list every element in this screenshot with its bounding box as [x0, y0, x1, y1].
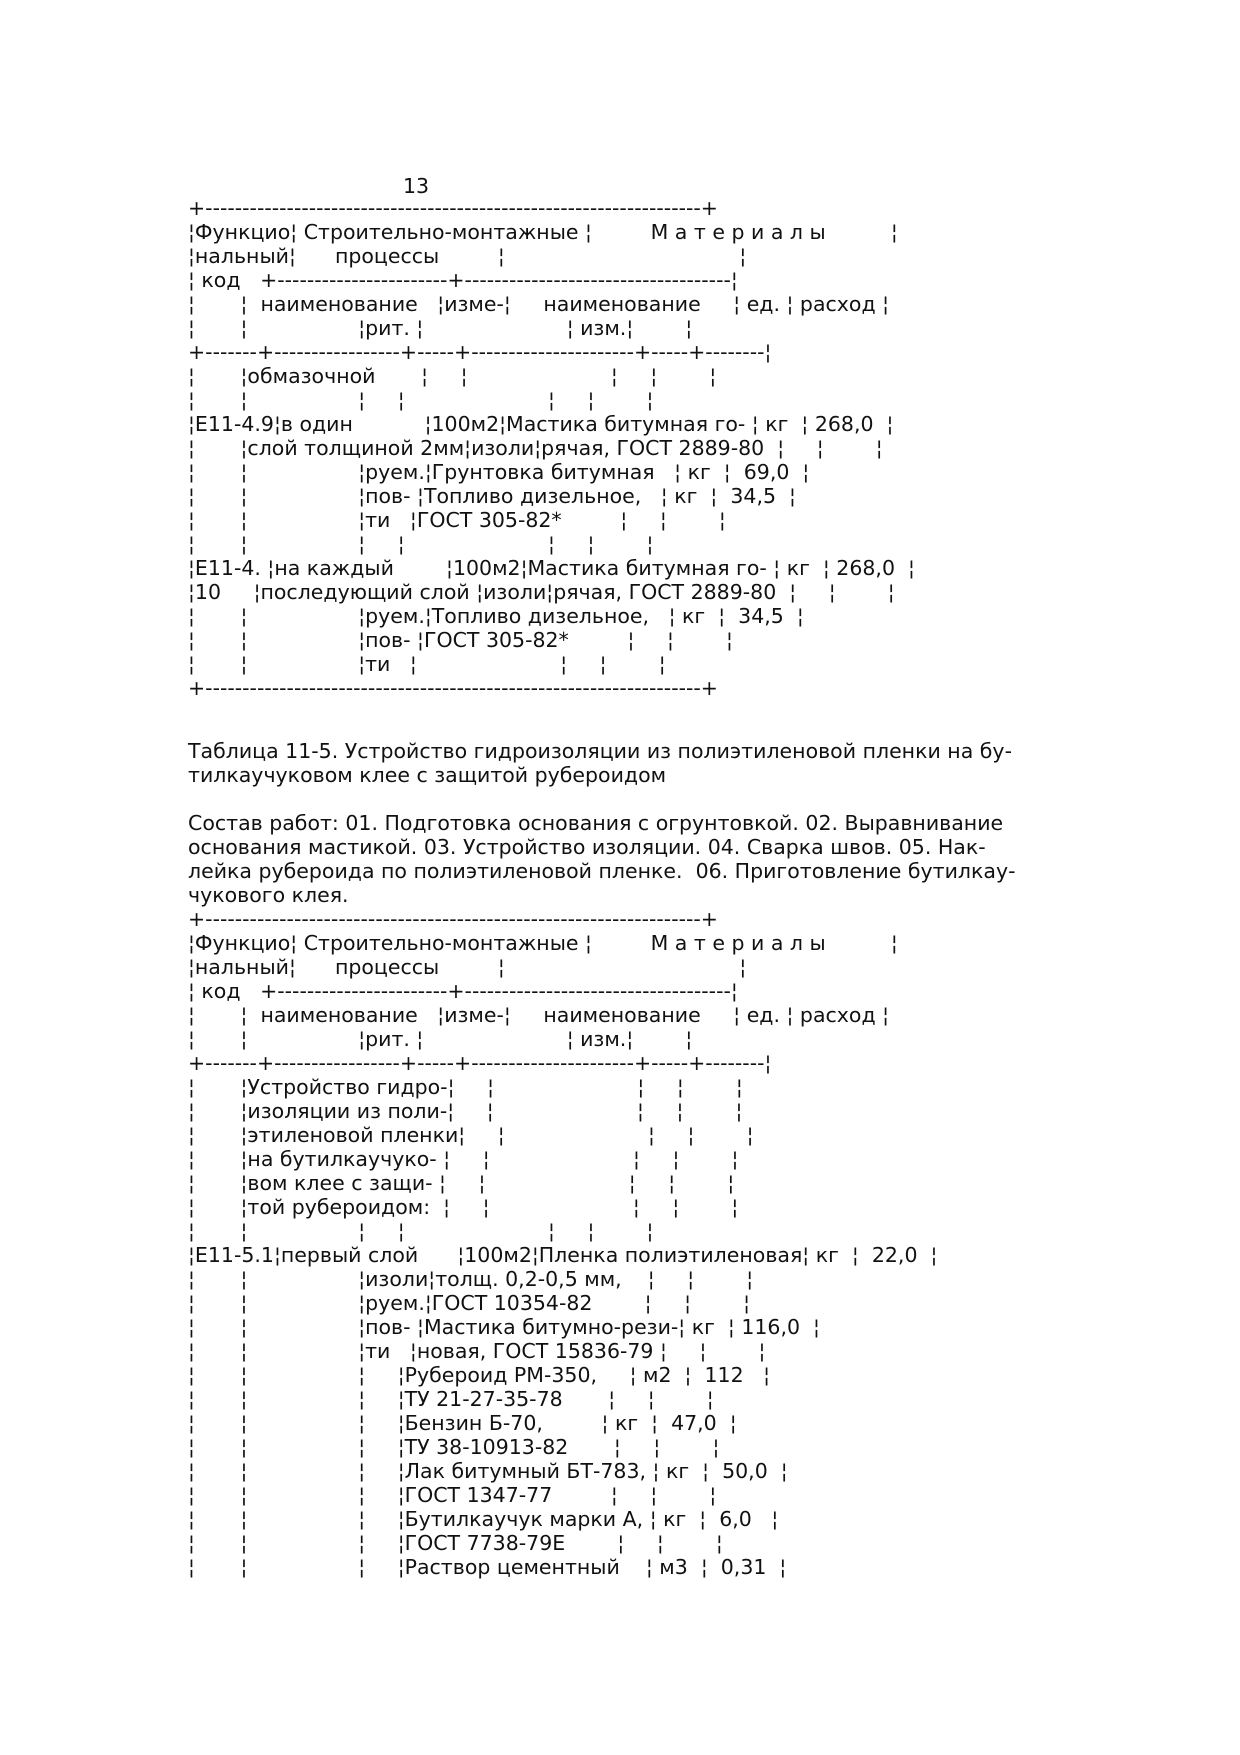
- table-11-5-line: ¦ ¦ ¦ ¦ ¦ ¦ ¦: [188, 1219, 654, 1243]
- table-11-5-line: ¦ ¦вом клее с защи- ¦ ¦ ¦ ¦ ¦: [188, 1171, 735, 1195]
- table-11-5-line: ¦ ¦ ¦пов- ¦Мастика битумно-рези-¦ кг ¦ 116,0 ¦: [188, 1315, 820, 1339]
- table-11-4-line: ¦ ¦ ¦руем.¦Топливо дизельное, ¦ кг ¦ 34,5 ¦: [188, 604, 804, 628]
- composition-of-works-line: Состав работ: 01. Подготовка основания с огрунтовкой. 02. Выравнивание: [188, 811, 1004, 835]
- table-11-5-line: ¦ ¦ ¦ ¦Бутилкаучук марки А, ¦ кг ¦ 6,0 ¦: [188, 1507, 779, 1531]
- table-11-5-line: ¦ ¦ ¦ ¦ТУ 38-10913-82 ¦ ¦ ¦: [188, 1435, 720, 1459]
- table-11-4-line: ¦Е11-4.9¦в один ¦100м2¦Мастика битумная го- ¦ кг ¦ 268,0 ¦: [188, 412, 894, 436]
- composition-of-works-line: лейка рубероида по полиэтиленовой пленке. 06. Приготовление бутилкау-: [188, 859, 1016, 883]
- table-11-5-line: +-------------------------------------------------------------------+: [188, 907, 718, 931]
- table-11-4-line: ¦ ¦обмазочной ¦ ¦ ¦ ¦ ¦: [188, 364, 717, 388]
- table-11-5-line: ¦ ¦ ¦ ¦ГОСТ 7738-79Е ¦ ¦ ¦: [188, 1531, 723, 1555]
- table-11-4-line: ¦ ¦ ¦ ¦ ¦ ¦ ¦: [188, 388, 654, 412]
- table-11-5-line: ¦ ¦ ¦ти ¦новая, ГОСТ 15836-79 ¦ ¦ ¦: [188, 1339, 766, 1363]
- table-11-5-line: ¦ ¦ ¦ ¦ГОСТ 1347-77 ¦ ¦ ¦: [188, 1483, 717, 1507]
- table-11-4-line: ¦ ¦ ¦руем.¦Грунтовка битумная ¦ кг ¦ 69,0 ¦: [188, 460, 810, 484]
- table-11-5-line: ¦Функцио¦ Строительно-монтажные ¦ М а т е р и а л ы ¦: [188, 931, 898, 955]
- table-11-5-line: ¦ ¦на бутилкаучуко- ¦ ¦ ¦ ¦ ¦: [188, 1147, 739, 1171]
- table-11-4-line: ¦Функцио¦ Строительно-монтажные ¦ М а т е р и а л ы ¦: [188, 220, 898, 244]
- table-11-5-line: ¦ ¦той рубероидом: ¦ ¦ ¦ ¦ ¦: [188, 1195, 739, 1219]
- page-number: 13: [403, 174, 430, 198]
- table-11-5-line: +-------+-----------------+-----+----------------------+-----+--------¦: [188, 1051, 772, 1075]
- table-11-4-line: ¦ ¦ ¦пов- ¦ГОСТ 305-82* ¦ ¦ ¦: [188, 628, 733, 652]
- table-11-4-line: +-------------------------------------------------------------------+: [188, 196, 718, 220]
- table-11-5-caption-line: Таблица 11-5. Устройство гидроизоляции из полиэтиленовой пленки на бу-: [188, 739, 1012, 763]
- table-11-5-line: ¦ ¦этиленовой пленки¦ ¦ ¦ ¦ ¦: [188, 1123, 754, 1147]
- table-11-4-line: ¦ ¦слой толщиной 2мм¦изоли¦рячая, ГОСТ 2889-80 ¦ ¦ ¦: [188, 436, 883, 460]
- table-11-4-line: +-------+-----------------+-----+----------------------+-----+--------¦: [188, 340, 772, 364]
- table-11-4-line: ¦ ¦ ¦рит. ¦ ¦ изм.¦ ¦: [188, 316, 693, 340]
- table-11-5-line: ¦ ¦ ¦ ¦Рубероид РМ-350, ¦ м2 ¦ 112 ¦: [188, 1363, 771, 1387]
- table-11-4-line: ¦ ¦ ¦ ¦ ¦ ¦ ¦: [188, 532, 654, 556]
- composition-of-works-line: основания мастикой. 03. Устройство изоляции. 04. Сварка швов. 05. Нак-: [188, 835, 986, 859]
- table-11-5-line: ¦Е11-5.1¦первый слой ¦100м2¦Пленка полиэтиленовая¦ кг ¦ 22,0 ¦: [188, 1243, 938, 1267]
- table-11-5-line: ¦ ¦ наименование ¦изме-¦ наименование ¦ ед. ¦ расход ¦: [188, 1003, 890, 1027]
- table-11-5-line: ¦ ¦ ¦руем.¦ГОСТ 10354-82 ¦ ¦ ¦: [188, 1291, 751, 1315]
- table-11-4-line: ¦нальный¦ процессы ¦ ¦: [188, 244, 747, 268]
- table-11-4-line: ¦ ¦ ¦ти ¦ ¦ ¦ ¦: [188, 652, 666, 676]
- table-11-5-line: ¦ ¦ ¦рит. ¦ ¦ изм.¦ ¦: [188, 1027, 693, 1051]
- table-11-5-line: ¦ ¦ ¦ ¦Раствор цементный ¦ м3 ¦ 0,31 ¦: [188, 1555, 787, 1579]
- table-11-4-line: ¦ ¦ ¦пов- ¦Топливо дизельное, ¦ кг ¦ 34,5 ¦: [188, 484, 796, 508]
- table-11-5-line: ¦ код +-----------------------+------------------------------------¦: [188, 979, 738, 1003]
- composition-of-works-line: чукового клея.: [188, 883, 349, 907]
- table-11-4-line: ¦10 ¦последующий слой ¦изоли¦рячая, ГОСТ 2889-80 ¦ ¦ ¦: [188, 580, 895, 604]
- table-11-4-line: +-------------------------------------------------------------------+: [188, 676, 718, 700]
- table-11-5-line: ¦нальный¦ процессы ¦ ¦: [188, 955, 747, 979]
- table-11-5-line: ¦ ¦изоляции из поли-¦ ¦ ¦ ¦ ¦: [188, 1099, 743, 1123]
- table-11-5-line: ¦ ¦ ¦ ¦ТУ 21-27-35-78 ¦ ¦ ¦: [188, 1387, 714, 1411]
- table-11-5-line: ¦ ¦ ¦изоли¦толщ. 0,2-0,5 мм, ¦ ¦ ¦: [188, 1267, 754, 1291]
- table-11-5-line: ¦ ¦ ¦ ¦Бензин Б-70, ¦ кг ¦ 47,0 ¦: [188, 1411, 737, 1435]
- table-11-5-caption-line: тилкаучуковом клее с защитой рубероидом: [188, 763, 667, 787]
- table-11-4-line: ¦ ¦ ¦ти ¦ГОСТ 305-82* ¦ ¦ ¦: [188, 508, 726, 532]
- table-11-4-line: ¦Е11-4. ¦на каждый ¦100м2¦Мастика битумная го- ¦ кг ¦ 268,0 ¦: [188, 556, 915, 580]
- table-11-4-line: ¦ ¦ наименование ¦изме-¦ наименование ¦ ед. ¦ расход ¦: [188, 292, 890, 316]
- table-11-4-line: ¦ код +-----------------------+------------------------------------¦: [188, 268, 738, 292]
- table-11-5-line: ¦ ¦ ¦ ¦Лак битумный БТ-783, ¦ кг ¦ 50,0 ¦: [188, 1459, 788, 1483]
- table-11-5-line: ¦ ¦Устройство гидро-¦ ¦ ¦ ¦ ¦: [188, 1075, 743, 1099]
